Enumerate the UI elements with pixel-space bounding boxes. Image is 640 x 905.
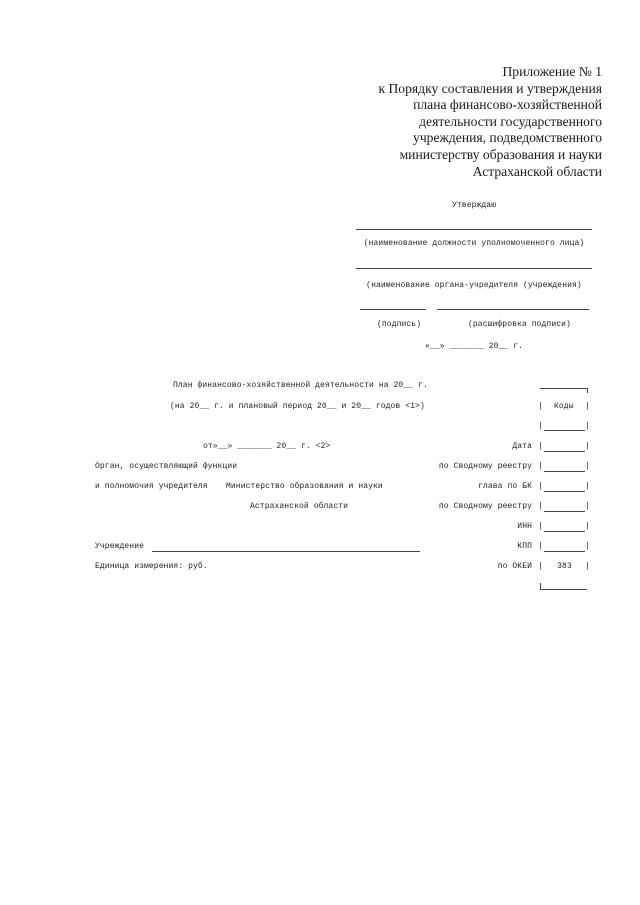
code-cell-line	[544, 511, 585, 512]
organ-value-line2: Астраханской области	[250, 502, 349, 511]
organ-label-line2: и полномочия учредителя	[95, 482, 208, 491]
code-cell-line	[544, 471, 585, 472]
appendix-header	[378, 64, 602, 180]
code-cell-bar: |	[538, 482, 543, 491]
codes-left-bar: |	[538, 422, 543, 431]
plan-period: (на 20__ г. и плановый период 20__ и 20__ годов <1>)	[170, 402, 425, 411]
unit-label: Единица измерения: руб.	[95, 562, 208, 571]
institution-label: Учреждение	[95, 542, 145, 551]
code-cell-bar: |	[585, 462, 590, 471]
organ-value-line1: Министерство образования и науки	[226, 482, 383, 491]
code-cell-bar: |	[538, 502, 543, 511]
code-cell-bar: |	[538, 462, 543, 471]
code-cell-bar: |	[585, 482, 590, 491]
code-cell-line	[544, 531, 585, 532]
appendix-line: Астраханской области	[472, 163, 602, 179]
code-cell-bar: |	[585, 442, 590, 451]
code-cell-bar: |	[538, 442, 543, 451]
signature-line	[360, 309, 426, 310]
codes-right-bar: |	[585, 402, 590, 411]
appendix-line: министерству образования и науки	[399, 146, 602, 162]
approval-title: Утверждаю	[452, 201, 497, 210]
code-cell-bar: |	[585, 542, 590, 551]
code-cell-line	[544, 491, 585, 492]
code-cell-line	[544, 551, 585, 552]
codes-bottom-border	[540, 589, 587, 590]
code-cell-bar: |	[538, 522, 543, 531]
position-caption: (наименование должности уполномоченного лица)	[363, 239, 585, 248]
codes-header: Коды	[554, 402, 574, 411]
code-row-label: Дата	[512, 442, 532, 451]
founder-line	[356, 268, 592, 269]
founder-caption: (наименование органа-учредителя (учреждения)	[366, 281, 582, 290]
appendix-line: к Порядку составления и утверждения	[378, 80, 602, 96]
approval-date: «__» _______ 20__ г.	[425, 342, 524, 351]
code-cell-line	[544, 451, 585, 452]
code-row-label: по Сводному реестру	[438, 502, 532, 511]
codes-right-bar: |	[585, 422, 590, 431]
code-row-label: глава по БК	[478, 482, 532, 491]
plan-title: План финансово-хозяйственной деятельности на 20__ г.	[173, 381, 428, 390]
code-cell-bar: |	[585, 562, 590, 571]
appendix-line: плана финансово-хозяйственной	[413, 97, 602, 113]
organ-label-line1: Орган, осуществляющий функции	[95, 462, 238, 471]
institution-line	[152, 551, 420, 552]
codes-top-tick	[587, 388, 588, 393]
appendix-line: учреждения, подведомственного	[413, 130, 602, 146]
code-row-label: ИНН	[517, 522, 532, 531]
code-row-label: по Сводному реестру	[438, 462, 532, 471]
codes-header-underline	[544, 430, 585, 431]
decoding-line	[437, 309, 589, 310]
codes-left-bar: |	[538, 402, 543, 411]
code-cell-bar: |	[538, 562, 543, 571]
position-signature-line	[356, 229, 592, 230]
code-cell-bar: |	[585, 522, 590, 531]
code-cell-bar: |	[585, 502, 590, 511]
codes-top-border	[540, 388, 587, 389]
appendix-line: деятельности государственного	[419, 113, 602, 129]
plan-from-date: от»__» _______ 20__ г. <2>	[203, 442, 331, 451]
code-cell-bar: |	[538, 542, 543, 551]
decoding-caption: (расшифровка подписи)	[468, 320, 571, 329]
code-row-label: по ОКЕИ	[497, 562, 532, 571]
appendix-line: Приложение № 1	[502, 64, 602, 79]
code-row-label: КПП	[517, 542, 532, 551]
signature-caption: (подпись)	[377, 320, 422, 329]
okei-code-value: 383	[557, 562, 572, 571]
